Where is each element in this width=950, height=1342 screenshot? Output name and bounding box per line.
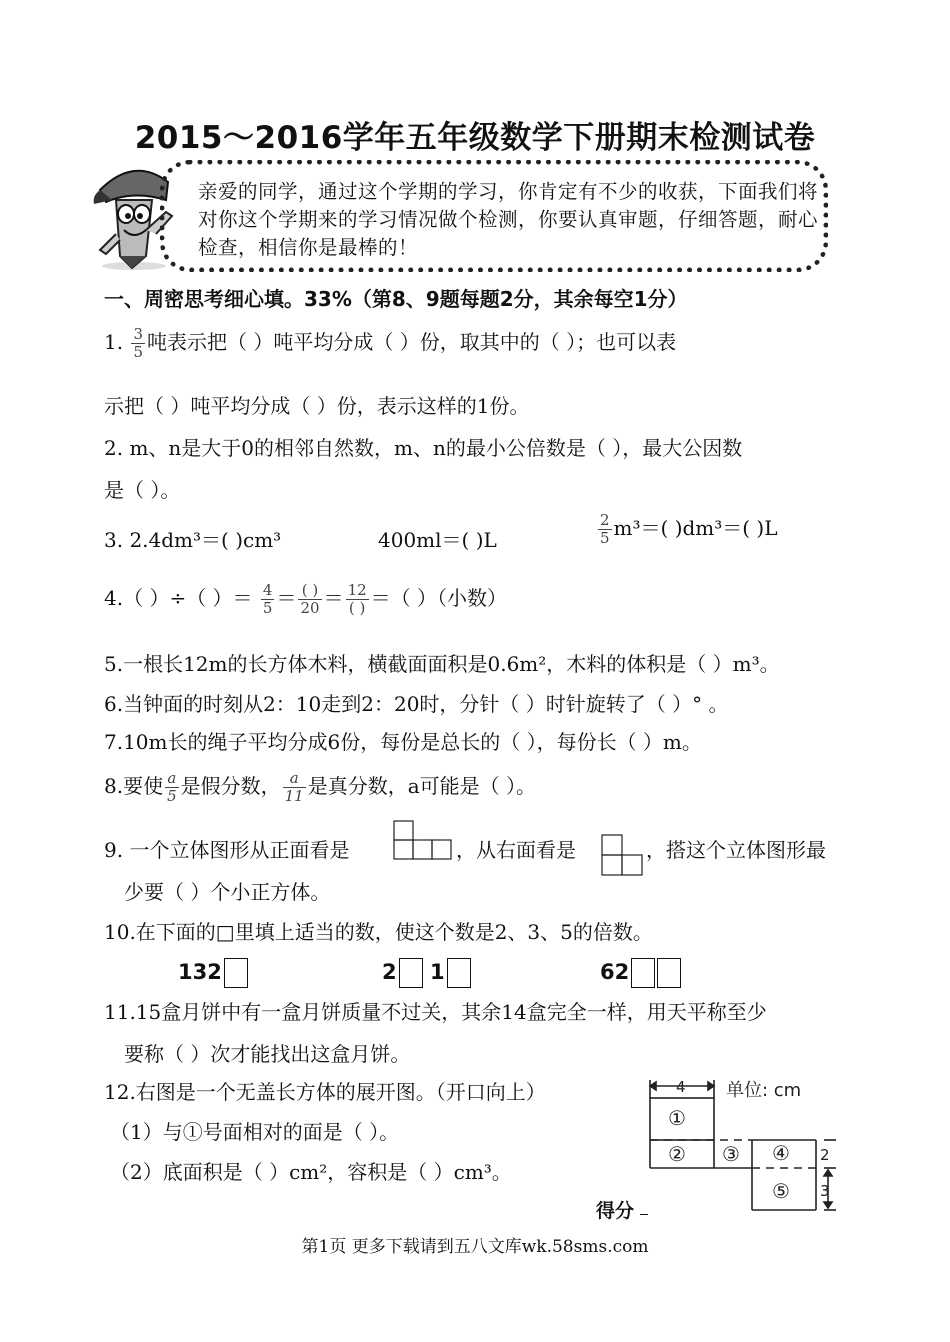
question-11-line-2: 要称（ ）次才能找出这盒月饼。 [124, 1042, 411, 1066]
question-1-text-1: 吨表示把（ ）吨平均分成（ ）份，取其中的（ ）；也可以表 [147, 330, 677, 354]
fraction-a-11: $\frac{a}{11}$ [284, 769, 304, 805]
face-3-label: ③ [722, 1142, 740, 1166]
digit-box[interactable] [224, 958, 248, 988]
fraction-3-5: $\frac{3}{5}$ [133, 325, 143, 361]
question-9-part-a: 9. 一个立体图形从正面看是 [104, 838, 350, 862]
number-62-blank-blank: 62 [600, 958, 681, 988]
face-4-label: ④ [772, 1141, 790, 1165]
question-1-line-2: 示把（ ）吨平均分成（ ）份，表示这样的1份。 [104, 394, 530, 418]
face-1-label: ① [668, 1106, 686, 1130]
question-9-part-b: ，从右面看是 [456, 838, 576, 862]
digit-box[interactable] [399, 958, 423, 988]
number-2-blank-1-blank: 2 1 [382, 958, 471, 988]
fraction-2-5: $\frac{2}{5}$ [600, 511, 610, 547]
question-9-line-2: 少要（ ）个小正方体。 [124, 880, 331, 904]
unit-label: 单位: cm [726, 1080, 802, 1101]
question-12-line-2: （1）与①号面相对的面是（ ）。 [110, 1120, 400, 1144]
question-7: 7.10m长的绳子平均分成6份，每份是总长的（ ），每份长（ ）m。 [104, 730, 702, 754]
box-net-diagram [640, 1078, 840, 1218]
score-underline [640, 1214, 648, 1215]
front-view-figure [392, 820, 454, 860]
question-6: 6.当钟面的时刻从2：10走到2：20时，分针（ ）时针旋转了（ ）° 。 [104, 692, 729, 716]
question-11-line-1: 11.15盒月饼中有一盒月饼质量不过关，其余14盒完全一样，用天平称至少 [104, 1000, 767, 1024]
section-1-heading: 一、周密思考细心填。33%（第8、9题每题2分，其余每空1分） [104, 287, 688, 311]
fraction-12-blank: $\frac{12}{( )}$ [347, 581, 367, 617]
page-footer: 第1页 更多下载请到五八文库wk.58sms.com [301, 1237, 649, 1257]
intro-text: 亲爱的同学，通过这个学期的学习，你肯定有不少的收获，下面我们将对你这个学期来的学习情况做个检测，你要认真审题，仔细答题，耐心检查，相信你是最棒的！ [198, 180, 819, 259]
number-132-blank: 132 [178, 958, 248, 988]
digit-box[interactable] [657, 958, 681, 988]
fraction-blank-20: $\frac{( )}{20}$ [300, 581, 320, 617]
dimension-right-label-a: 2 [820, 1146, 830, 1164]
right-view-figure [600, 834, 644, 876]
question-1-line-1 [104, 326, 676, 361]
digit-box[interactable] [631, 958, 655, 988]
question-12-line-1: 12.右图是一个无盖长方体的展开图。（开口向上） [104, 1080, 546, 1104]
question-12-line-3: （2）底面积是（ ）cm²，容积是（ ）cm³。 [110, 1160, 512, 1184]
question-3-part-b: 400ml＝( )L [378, 528, 497, 552]
question-3-part-a: 3. 2.4dm³＝( )cm³ [104, 528, 282, 552]
page-title: 2015～2016学年五年级数学下册期末检测试卷 [134, 120, 816, 156]
fraction-a-5: $\frac{a}{5}$ [167, 769, 177, 805]
score-label: 得分 [596, 1200, 635, 1222]
question-1-number: 1. [104, 330, 124, 354]
fraction-4-5: $\frac{4}{5}$ [262, 581, 273, 617]
dimension-right-label-b: 3 [820, 1182, 830, 1200]
question-2-line-1: 2. m、n是大于0的相邻自然数，m、n的最小公倍数是（ ），最大公因数 [104, 436, 743, 460]
question-5: 5.一根长12m的长方体木料，横截面面积是0.6m²，木料的体积是（ ）m³。 [104, 652, 780, 676]
digit-box[interactable] [447, 958, 471, 988]
question-4: 4.（ ）÷（ ）＝ $\frac{4}{5}$ ＝ $\frac{( )}{20}$ ＝ $\frac{12}{( )}$ ＝（ ）（小数） [104, 581, 508, 617]
face-5-label: ⑤ [772, 1179, 790, 1203]
dimension-top-label: 4 [676, 1078, 686, 1096]
question-9-part-c: ，搭这个立体图形最 [646, 838, 826, 862]
question-8: 8.要使 $\frac{a}{5}$ 是假分数， $\frac{a}{11}$ 是真分数，a可能是（ ）。 [104, 769, 537, 805]
question-2-line-2: 是（ ）。 [104, 478, 181, 502]
face-2-label: ② [668, 1142, 686, 1166]
question-10: 10.在下面的□里填上适当的数，使这个数是2、3、5的倍数。 [104, 920, 653, 944]
question-3-part-c: $\frac{2}{5}$ m³＝( )dm³＝( )L [600, 511, 778, 547]
